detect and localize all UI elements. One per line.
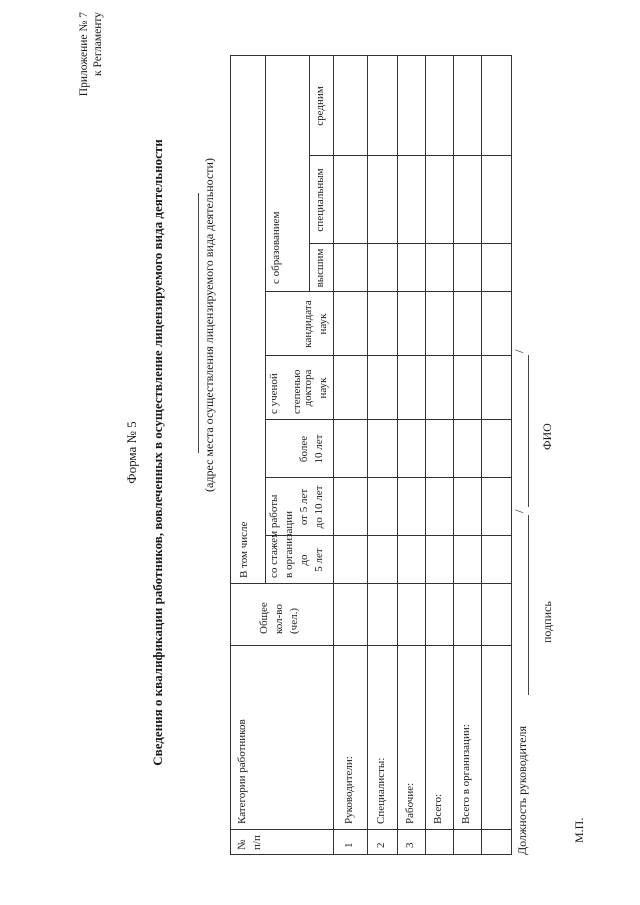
header-exp-over-10: более 10 лет	[298, 434, 325, 464]
header-degree-candidate: кандидата наук	[302, 300, 329, 348]
stamp-label: М.П.	[572, 817, 586, 843]
row-1-label: Руководители:	[343, 756, 355, 824]
header-degree-doctor: доктора наук	[302, 369, 329, 407]
appendix-line-1: Приложение № 7	[78, 12, 90, 97]
header-total: Общее кол-во (чел.)	[258, 602, 300, 634]
header-num: № п/п	[236, 835, 263, 850]
row-5-label: Всего в организации:	[460, 724, 472, 824]
signature-slash-1: /	[512, 509, 526, 513]
row-4-label: Всего:	[432, 793, 444, 824]
header-education: с образованием	[270, 211, 282, 284]
position-label: Должность руководителя	[515, 726, 529, 855]
header-experience: со стажем работы в организации	[268, 494, 295, 578]
row-3-label: Рабочие:	[404, 782, 416, 824]
signature-underline	[528, 515, 529, 695]
address-caption: (адрес места осуществления лицензируемого вида деятельности)	[202, 158, 216, 492]
appendix-note	[78, 12, 106, 96]
row-2-num: 2	[375, 842, 387, 848]
row-3-num: 3	[404, 842, 416, 848]
header-edu-special: специальным	[314, 168, 326, 232]
row-2-label: Специалисты:	[375, 757, 387, 824]
header-edu-secondary: средним	[314, 86, 326, 126]
address-underline	[198, 193, 199, 453]
appendix-line-2: к Регламенту	[91, 12, 104, 76]
qualification-table	[230, 55, 512, 855]
sign-caption: подпись	[540, 601, 554, 643]
header-exp-5-10: от 5 лет до 10 лет	[298, 485, 325, 529]
fio-underline	[528, 355, 529, 507]
header-edu-higher: высшим	[314, 248, 326, 288]
header-category: Категории работников	[236, 719, 248, 824]
header-exp-under-5: до 5 лет	[298, 548, 325, 572]
signature-slash-2: /	[512, 349, 526, 353]
form-number: Форма № 5	[124, 421, 139, 484]
fio-caption: ФИО	[540, 423, 554, 450]
document-title: Сведения о квалификации работников, вовлеченных в осуществление лицензируемого вида деятельности	[150, 139, 165, 766]
header-degree: с ученой степенью	[268, 369, 303, 414]
row-1-num: 1	[343, 842, 355, 848]
header-including: В том числе	[238, 521, 250, 578]
